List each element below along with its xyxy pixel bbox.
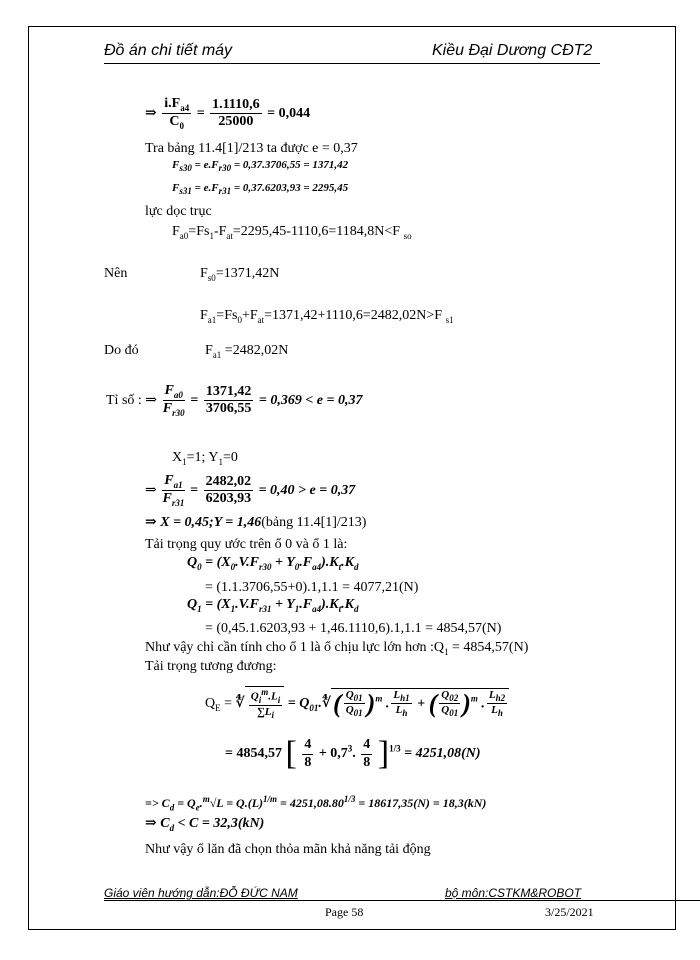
text-axial-force: lực dọc trục	[145, 204, 212, 219]
formula-fa0: $F_{a0}=Fs_1-F_{at}=2295,45-1110,6=1184,8N<F$ $_{so}$	[172, 224, 412, 241]
text-lookup-table: Tra bảng 11.4[1]/213 ta được e = 0,37	[145, 141, 358, 156]
text-equivalent-load-title: Tải trọng quy ước trên ổ 0 và ổ 1 là:	[145, 537, 348, 552]
label-do-do: Do đó	[104, 343, 139, 358]
formula-q0: $Q_0 = (X_0.V.F_{r30} + Y_0.F_{a4}).K_t.K_d$	[187, 555, 359, 572]
footer-department: bộ môn:CSTKM&ROBOT	[445, 886, 582, 900]
footer-page-number: Page 58	[325, 905, 364, 919]
formula-q1-value: = (0,45.1.6203,93 + 1,46.1110,6).1,1.1 = 4854,57(N)	[205, 621, 502, 636]
formula-ratio-1: ⇒ $\frac{F_{a1}}{F_{r31}}$ = $\frac{2482,02}{6203,93}$ = 0,40 > e = 0,37	[145, 473, 356, 508]
formula-ratio-0: Tỉ số : ⇒ $\frac{F_{a0}}{F_{r30}}$ = $\frac{1371,42}{3706,55}$ = 0,369 < e = 0,37	[106, 383, 363, 418]
header-rule	[104, 63, 600, 64]
formula-fa1: $F_{a1}=Fs_0+F_{at}=1371,42+1110,6=2482,02N>F$ $_{s1}$	[200, 308, 454, 325]
formula-x1-y1: $X_1=1$; $Y_1=0$	[172, 450, 238, 467]
header-author: Kiều Đại Dương CĐT2	[432, 42, 593, 59]
label-nen: Nên	[104, 266, 128, 281]
footer-instructor: Giáo viên hướng dẫn:ĐỖ ĐỨC NAM	[104, 886, 298, 900]
formula-qe-value: = 4854,57 [ $\frac{4}{8}$ + $0,7^3$. $\frac{4}{8}$ ]$^{1/3}$ = 4251,08(N)	[225, 735, 481, 772]
formula-cd-compare: ⇒ $C_d < C = 32,3(kN)$	[145, 816, 265, 833]
formula-cd: => $C_d = Q_e.^m√L = Q.(L)^{1/m} = 4251,08.80^{1/3} = 18617,35(N) = 18,3(kN)$	[145, 794, 487, 813]
formula-q1: $Q_1 = (X_1.V.F_{r31} + Y_1.F_{a4}).K_t.K_d$	[187, 597, 359, 614]
text-conclusion: Như vậy ổ lăn đã chọn thỏa mãn khả năng tải động	[145, 842, 431, 857]
formula-fs31: $F_{s31} = e.F_{r31} = 0,37.6203,93 = 2295,45$	[172, 182, 349, 197]
formula-x-y: ⇒ X = 0,45;Y = 1,46(bảng 11.4[1]/213)	[145, 515, 367, 530]
formula-qe: $Q_E$ = ∜ $\frac{Q_i^m.L_i}{\sum L_i}$ = $Q_{01}.∜$( $\frac{Q_{01}}{Q_{01}}$ )$^m$ . $\frac{L_{h1}}{L_h}$ + ( $\frac{Q_{02}}{Q_{01}}$ )$^m$ . $\frac{L_{h2}}{L_h}$	[205, 686, 509, 721]
text-equivalent-load: Tải trọng tương đương:	[145, 659, 277, 674]
footer-rule	[104, 900, 700, 901]
formula-fs30: $F_{s30} = e.F_{r30} = 0,37.3706,55 = 1371,42$	[172, 159, 349, 174]
text-max-load: Như vậy chỉ cần tính cho ổ 1 là ổ chịu lực lớn hơn $:Q_1 = 4854,57(N)$	[145, 640, 529, 657]
formula-fs0: $F_{s0}=1371,42N$	[200, 266, 280, 283]
header-course-title: Đồ án chi tiết máy	[104, 42, 233, 59]
formula-ratio-iFa: ⇒ $\frac{i.F_{a4}}{C_0}$ = $\frac{1.1110,6}{25000}$ = 0,044	[145, 96, 311, 131]
footer-date: 3/25/2021	[545, 905, 594, 919]
formula-fa1-result: $F_{a1} =2482,02N$	[205, 343, 289, 360]
formula-q0-value: = (1.1.3706,55+0).1,1.1 = 4077,21(N)	[205, 580, 419, 595]
